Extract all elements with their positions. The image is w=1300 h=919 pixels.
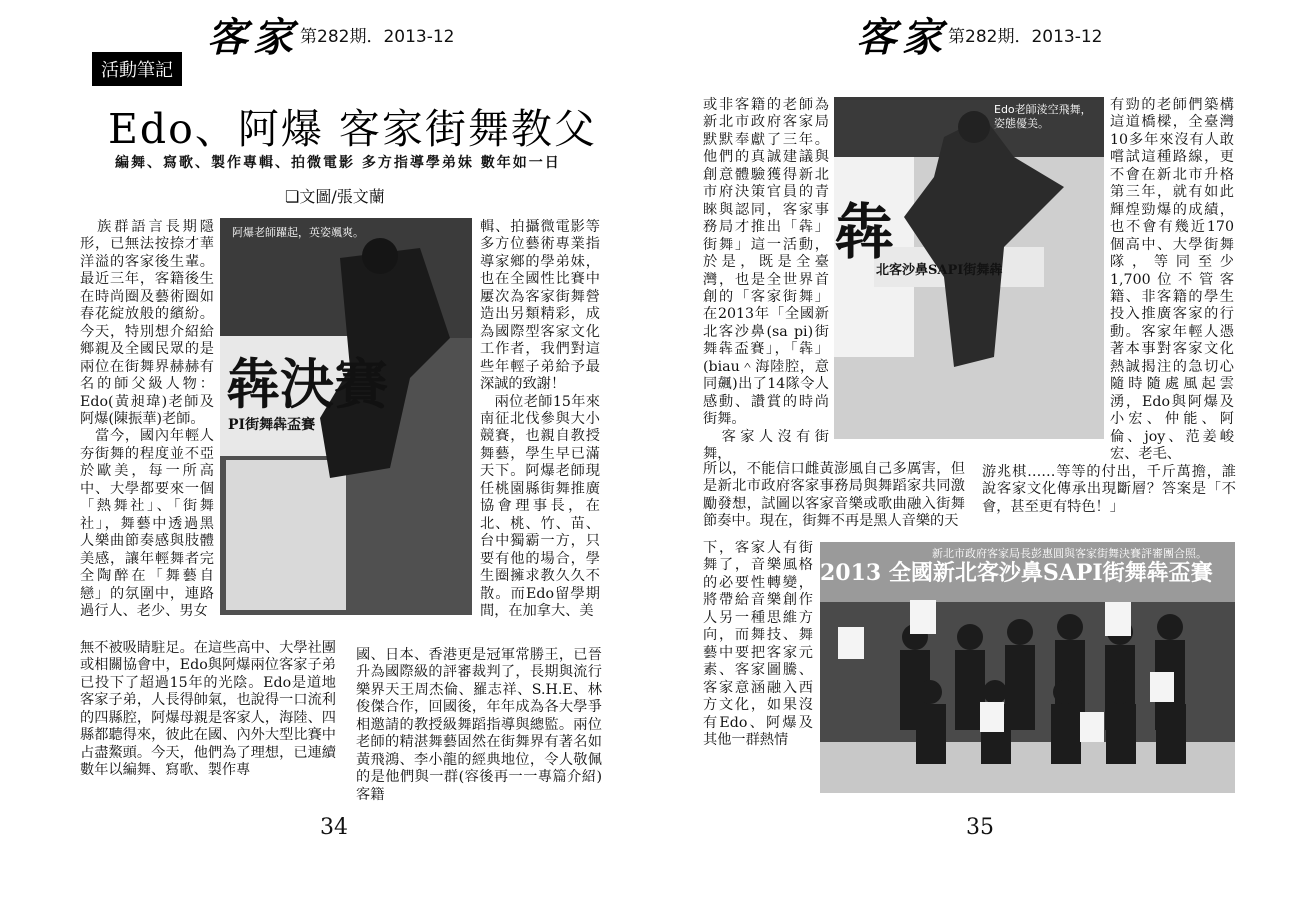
page-number: 34 bbox=[320, 815, 348, 840]
issue-label: 第282期．2013-12 bbox=[300, 27, 455, 47]
body-column-left-bottom: 下，客家人有街舞了，音樂風格的必要性轉變，將帶給音樂創作人另一種思維方向，而舞技、舞藝中要把客家元素、客家圖騰、客家意涵融入西方文化，如果沒有Edo、阿爆及其他一群熱情 bbox=[703, 540, 813, 748]
poster-text: 犇決賽 bbox=[226, 352, 388, 416]
photo-group-judges bbox=[820, 542, 1235, 793]
poster-text: 2013 全國新北客沙鼻SAPI街舞犇盃賽 bbox=[820, 560, 1213, 586]
magazine-logo: 客家 bbox=[207, 14, 299, 61]
photo-caption: Edo老師淩空飛舞，姿態優美。 bbox=[994, 103, 1092, 130]
body-wide-left: 無不被吸睛駐足。在這些高中、大學社團或相關協會中，Edo與阿爆兩位客家子弟已投下了超過15年的光陰。Edo是道地客家子弟，人長得帥氣，也說得一口流利的四縣腔，阿爆母親是客家人，海陸、四縣都聽得來，彼此在國、內外大型比賽中占盡鰲頭。今天，他們為了理想，已連續數年以編舞、寫歌、製作專 bbox=[80, 640, 336, 779]
article-title: Edo、阿爆 客家街舞教父 bbox=[108, 105, 597, 153]
body-column-left-top: 或非客籍的老師為新北市政府客家局默默奉獻了三年。他們的真誠建議與創意體驗獲得新北市府決策官員的青睞與認同，客家事務局才推出「犇」街舞」這一活動，於是，既是全臺灣，也是全世界首創的「客家街舞」在2013年「全國新北客沙鼻(sa pi)街舞犇盃賽」，「犇」(biau＾海陸腔，意同飆)出了14隊令人感動、讚賞的時尚街舞。 客家人沒有街舞， bbox=[703, 97, 829, 463]
magazine-logo: 客家 bbox=[856, 14, 948, 61]
article-subtitle: 編舞、寫歌、製作專輯、拍微電影 多方指導學弟妹 數年如一日 bbox=[115, 155, 561, 171]
body-column-3: 輯、拍攝微電影等多方位藝術專業指導家鄉的學弟妹，也在全國性比賽中屢次為客家街舞營造出另類精彩，成為國際型客家文化工作者，我們對這些年輕子弟給予最深誠的致謝！ 兩位老師15年來南征北伐參與大小競賽，也親自教授舞藝，學生早已滿天下。阿爆老師現任桃園縣街舞推廣協會理事長，在北、桃、竹、苗、台中獨霸一方，只要有他的場合，學生圈擁求教久久不散。而Edo留學期間，在加拿大、美 bbox=[480, 219, 600, 619]
section-tag: 活動筆記 bbox=[92, 52, 182, 86]
body-wide-right: 游兆棋……等等的付出，千斤萬擔，誰說客家文化傳承出現斷層？答案是「不會，甚至更有特色！」 bbox=[982, 464, 1236, 515]
body-wide-left: 所以，不能信口雌黃澎風自己多厲害，但是新北市政府客家事務局與舞蹈家共同激勵發想，試圖以客家音樂或歌曲融入街舞節奏中。現在，街舞不再是黑人音樂的天 bbox=[703, 461, 965, 530]
article-author: ❏文圖/張文蘭 bbox=[285, 187, 385, 206]
body-column-1: 族群語言長期隱形，已無法按捺才華洋溢的客家後生輩。最近三年，客籍後生在時尚圈及藝術圈如春花綻放般的繽紛。今天，特別想介紹給鄉親及全國民眾的是兩位在街舞界赫赫有名的師父級人物：Edo(黃昶瑋)老師及阿爆(陳振華)老師。 當今，國內年輕人夯街舞的程度並不亞於歐美，每一所高中、大學都要來一個「熱舞社」、「街舞社」，舞藝中透過黑人樂曲節奏感與肢體美感，讓年輕舞者完全陶醉在「舞藝自戀」的氛圍中，連路過行人、老少、男女 bbox=[80, 219, 214, 619]
poster-text: 犇 bbox=[834, 198, 894, 268]
poster-subtext: 北客沙鼻SAPI街舞犇 bbox=[876, 263, 1003, 278]
issue-label: 第282期．2013-12 bbox=[948, 27, 1103, 47]
page-number: 35 bbox=[966, 815, 994, 840]
body-column-right-top: 有勁的老師們築構這道橋樑，全臺灣10多年來沒有人敢嚐試這種路線，更不會在新北市升格第三年，就有如此輝煌勁爆的成績，也不會有幾近170個高中、大學街舞隊，等同至少1,700位不管客籍、非客籍的學生投入推廣客家的行動。客家年輕人憑著本事對客家文化熱誠揭注的急切心隨時隨處風起雲湧，Edo與阿爆及小宏、仲能、阿倫、joy、范姜峻宏、老毛、 bbox=[1110, 97, 1234, 463]
photo-caption: 阿爆老師躍起，英姿颯爽。 bbox=[232, 226, 364, 239]
photo-caption: 新北市政府客家局長彭惠圓與客家街舞決賽評審團合照。 bbox=[932, 547, 1207, 560]
photo-abao-jumping bbox=[220, 218, 472, 615]
body-wide-right: 國、日本、香港更是冠軍常勝王，已晉升為國際級的評審裁判了，長期與流行樂界天王周杰倫、羅志祥、S.H.E、林俊傑合作，回國後，年年成為各大學爭相邀請的教授級舞蹈指導與總監。兩位老師的精湛舞藝固然在街舞界有著名如黃飛鴻、李小龍的經典地位，令人敬佩的是他們與一群(容後再一一專篇介紹)客籍 bbox=[356, 647, 602, 803]
poster-subtext: PI街舞犇盃賽 bbox=[228, 417, 316, 433]
photo-edo-jumping bbox=[834, 97, 1104, 439]
